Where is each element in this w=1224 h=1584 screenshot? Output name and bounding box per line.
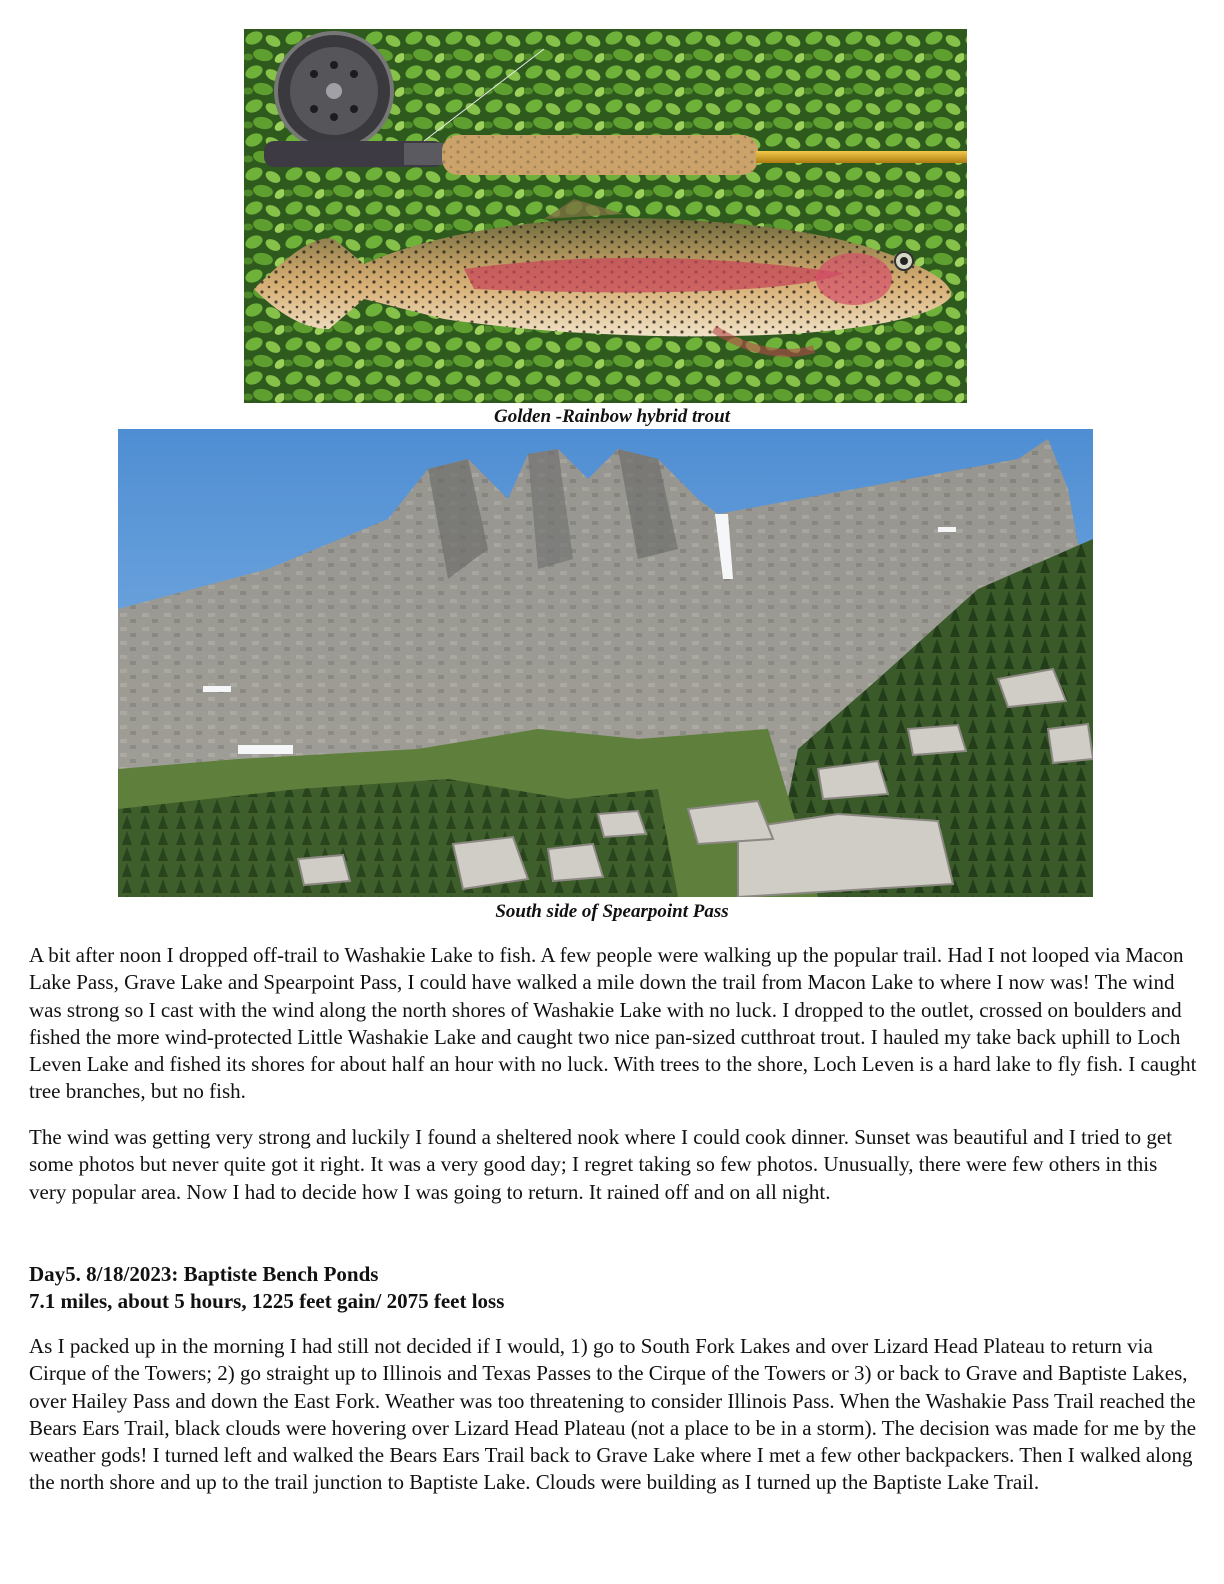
paragraph-morning: As I packed up in the morning I had still not decided if I would, 1) go to South Fork Lakes and over Lizard Head Plateau to return via Cirque of the Towers; 2) go straight up to Illinois and Texas Passes to the Cirque of the Towers or 3) or back to Grave and Baptiste Lakes, over Hailey Pass and down the East Fork. Weather was too threatening to consider Illinois Pass. When the Washakie Pass Trail reached the Bears Ears Trail, black clouds were hovering over Lizard Head Plateau (not a place to be in a storm). The decision was made for me by the weather gods! I turned left and walked the Bears Ears Trail back to Grave Lake where I met a few other backpackers. Then I walked along the north shore and up to the trail junction to Baptiste Lake. Clouds were building as I turned up the Baptiste Lake Trail. bbox=[29, 1334, 1197, 1495]
spearpoint-pass-photo bbox=[118, 429, 1093, 897]
spearpoint-pass-illustration bbox=[118, 429, 1093, 897]
figure-caption-pass: South side of Spearpoint Pass bbox=[495, 901, 729, 922]
trout-photo bbox=[244, 29, 967, 403]
trout-photo-illustration bbox=[244, 29, 967, 403]
day-heading-title: Day5. 8/18/2023: Baptiste Bench Ponds bbox=[29, 1262, 379, 1286]
day-heading-stats: 7.1 miles, about 5 hours, 1225 feet gain/ 2075 feet loss bbox=[29, 1289, 505, 1314]
day-heading bbox=[29, 1261, 1199, 1316]
paragraph-washakie: A bit after noon I dropped off-trail to Washakie Lake to fish. A few people were walking up the popular trail. Had I not looped via Macon Lake Pass, Grave Lake and Spearpoint Pass, I could have walked a mile down the trail from Macon Lake to where I now was! The wind was strong so I cast with the wind along the north shores of Washakie Lake with no luck. I dropped to the outlet, crossed on boulders and fished the more wind-protected Little Washakie Lake and caught two nice pan-sized cutthroat trout. I hauled my take back uphill to Loch Leven Lake and fished its shores for about half an hour with no luck. With trees to the shore, Loch Leven is a hard lake to fly fish. I caught tree branches, but no fish. bbox=[29, 943, 1197, 1104]
figure-caption-trout: Golden -Rainbow hybrid trout bbox=[494, 406, 730, 427]
paragraph-sunset: The wind was getting very strong and luckily I found a sheltered nook where I could cook dinner. Sunset was beautiful and I tried to get some photos but never quite got it right. It was a very good day; I regret taking so few photos. Unusually, there were few others in this very popular area. Now I had to decide how I was going to return. It rained off and on all night. bbox=[29, 1125, 1173, 1204]
